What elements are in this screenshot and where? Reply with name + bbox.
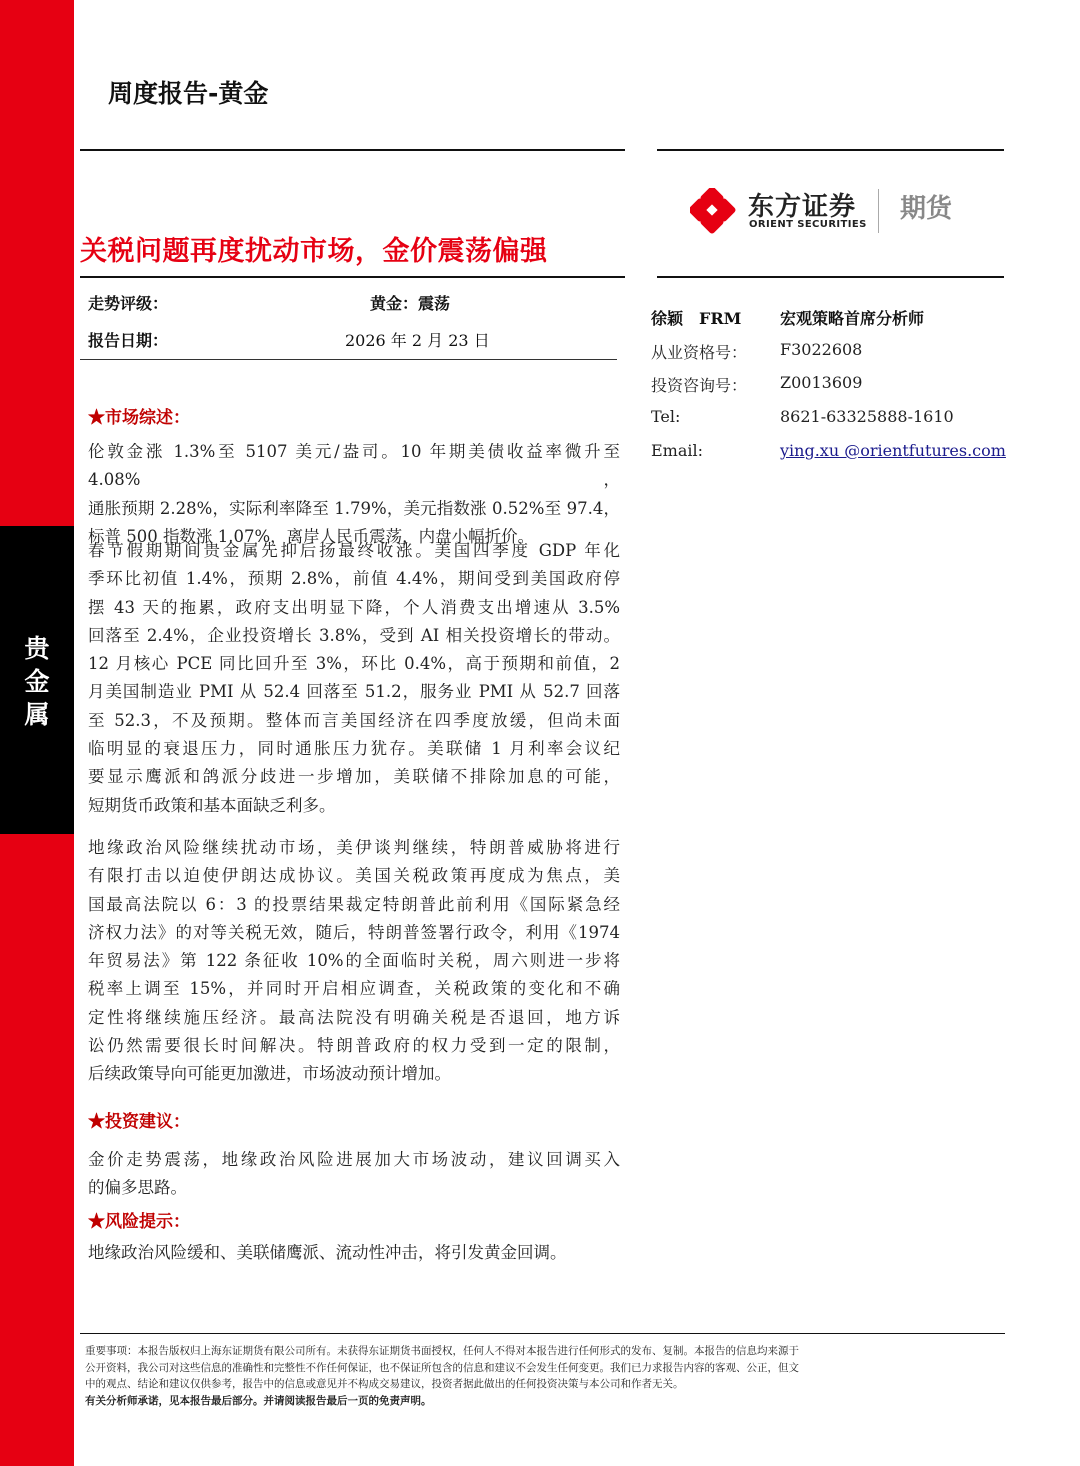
text-line: 年贸易法》第 122 条征收 10%的全面临时关税，周六则进一步将 bbox=[88, 951, 620, 971]
email-link[interactable]: ying.xu @orientfutures.com bbox=[780, 441, 1006, 460]
orient-logo-icon bbox=[690, 188, 736, 234]
market-summary-title: ★市场综述： bbox=[88, 408, 190, 428]
brand-name-cn: 东方证券 bbox=[748, 192, 857, 222]
email-label: Email: bbox=[651, 441, 704, 460]
text-line: 税率上调至 15%，并同时开启相应调查，关税政策的变化和不确 bbox=[88, 979, 620, 999]
disclaimer-line: 重要事项：本报告版权归上海东证期货有限公司所有。未获得东证期货书面授权，任何人不得对本报告进行任何形式的发布、复制。本报告的信息均来源于 bbox=[85, 1345, 799, 1357]
trend-rating-value: 黄金：震荡 bbox=[370, 294, 451, 313]
top-rule-right bbox=[657, 149, 1004, 151]
text-line: 国最高法院以 6：3 的投票结果裁定特朗普此前利用《国际紧急经 bbox=[88, 894, 620, 914]
category-char: 属 bbox=[24, 700, 50, 729]
text-line: 春节假期期间贵金属先抑后扬最终收涨。美国四季度 GDP 年化 bbox=[88, 541, 620, 560]
market-paragraph-1 bbox=[88, 438, 620, 551]
meta-rule bbox=[80, 359, 617, 360]
report-type-title: 周度报告-黄金 bbox=[108, 79, 269, 108]
text-line: 临明显的衰退压力，同时通胀压力犹存。美联储 1 月利率会议纪 bbox=[88, 739, 620, 759]
text-line: 有限打击以迫使伊朗达成协议。美国关税政策再度成为焦点，美 bbox=[88, 866, 620, 886]
analyst-name bbox=[651, 306, 741, 329]
market-paragraph-2 bbox=[88, 537, 620, 820]
text-line: 后续政策导向可能更加激进，市场波动预计增加。 bbox=[88, 1064, 451, 1084]
footer-rule bbox=[80, 1333, 1005, 1334]
text-line: 月美国制造业 PMI 从 52.4 回落至 51.2，服务业 PMI 从 52.7 回落 bbox=[88, 682, 620, 702]
disclaimer bbox=[85, 1343, 1007, 1409]
text-line: 地缘政治风险继续扰动市场，美伊谈判继续，特朗普威胁将进行 bbox=[88, 838, 620, 857]
analyst-title bbox=[780, 306, 924, 329]
report-date-label: 报告日期： bbox=[88, 331, 169, 350]
text-line: 摆 43 天的拖累，政府支出明显下降，个人消费支出增速从 3.5% bbox=[88, 597, 620, 617]
text-line: 12 月核心 PCE 同比回升至 3%，环比 0.4%，高于预期和前值，2 bbox=[88, 654, 620, 674]
analyst-title-text: 宏观策略首席分析师 bbox=[780, 309, 925, 328]
text-line: 短期货币政策和基本面缺乏利多。 bbox=[88, 795, 336, 815]
market-paragraph-3 bbox=[88, 834, 620, 1089]
text-line: 通胀预期 2.28%，实际利率降至 1.79%，美元指数涨 0.52%至 97.4， bbox=[88, 498, 620, 518]
analyst-name-text: 徐颖 FRM bbox=[651, 309, 742, 328]
disclaimer-line: 中的观点、结论和建议仅供参考，报告中的信息或意见并不构成交易建议，投资者据此做出的任何投资决策与本公司和作者无关。 bbox=[85, 1378, 684, 1390]
text-line: 地缘政治风险缓和、美联储鹰派、流动性冲击，将引发黄金回调。 bbox=[88, 1243, 567, 1262]
report-headline: 关税问题再度扰动市场，金价震荡偏强 bbox=[80, 236, 548, 267]
investment-advice-title: ★投资建议： bbox=[88, 1112, 190, 1132]
qualification-value: F3022608 bbox=[780, 340, 863, 359]
disclaimer-line: 公开资料，我公司对这些信息的准确性和完整性不作任何保证，也不保证所包含的信息和建议不会发生任何变更。我们已力求报告内容的客观、公正，但文 bbox=[85, 1361, 799, 1374]
trend-rating-label: 走势评级： bbox=[88, 294, 169, 313]
tel-value: 8621-63325888-1610 bbox=[780, 407, 954, 426]
text-line: 季环比初值 1.4%，预期 2.8%，前值 4.4%，期间受到美国政府停 bbox=[88, 569, 620, 589]
risk-warning-paragraph bbox=[88, 1239, 620, 1267]
headline-rule-right bbox=[657, 276, 1004, 278]
text-line: 回落至 2.4%，企业投资增长 3.8%，受到 AI 相关投资增长的带动。 bbox=[88, 625, 620, 645]
report-date-value: 2026 年 2 月 23 日 bbox=[345, 331, 490, 350]
brand-name-en: ORIENT SECURITIES bbox=[749, 219, 867, 230]
brand-division: 期货 bbox=[900, 194, 953, 224]
category-char: 金 bbox=[24, 667, 50, 696]
brand-logo bbox=[690, 186, 970, 236]
top-rule-left bbox=[80, 149, 625, 151]
text-line: 金价走势震荡，地缘政治风险进展加大市场波动，建议回调买入 bbox=[88, 1150, 620, 1169]
text-line: 伦敦金涨 1.3%至 5107 美元/盎司。10 年期美债收益率微升至 4.08%， bbox=[88, 442, 620, 490]
consult-value: Z0013609 bbox=[780, 373, 863, 392]
tel-label: Tel: bbox=[651, 407, 681, 426]
logo-divider bbox=[878, 189, 879, 233]
text-line: 的偏多思路。 bbox=[88, 1178, 187, 1198]
qualification-label: 从业资格号： bbox=[651, 343, 748, 362]
category-char: 贵 bbox=[24, 634, 50, 663]
text-line: 标普 500 指数涨 1.07%，离岸人民币震荡，内盘小幅折价。 bbox=[88, 526, 535, 546]
category-label bbox=[0, 632, 74, 731]
disclaimer-footer: 有关分析师承诺，见本报告最后部分。并请阅读报告最后一页的免责声明。 bbox=[85, 1394, 432, 1407]
text-line: 济权力法》的对等关税无效，随后，特朗普签署行政令，利用《1974 bbox=[88, 922, 620, 942]
headline-rule-left bbox=[80, 276, 625, 278]
risk-warning-title: ★风险提示： bbox=[88, 1212, 190, 1232]
text-line: 要显示鹰派和鸽派分歧进一步增加，美联储不排除加息的可能， bbox=[88, 767, 620, 787]
text-line: 讼仍然需要很长时间解决。特朗普政府的权力受到一定的限制， bbox=[88, 1036, 620, 1056]
investment-advice-paragraph bbox=[88, 1146, 620, 1203]
text-line: 至 52.3，不及预期。整体而言美国经济在四季度放缓，但尚未面 bbox=[88, 710, 620, 730]
consult-label: 投资咨询号： bbox=[651, 376, 748, 395]
text-line: 定性将继续施压经济。最高法院没有明确关税是否退回，地方诉 bbox=[88, 1007, 620, 1027]
